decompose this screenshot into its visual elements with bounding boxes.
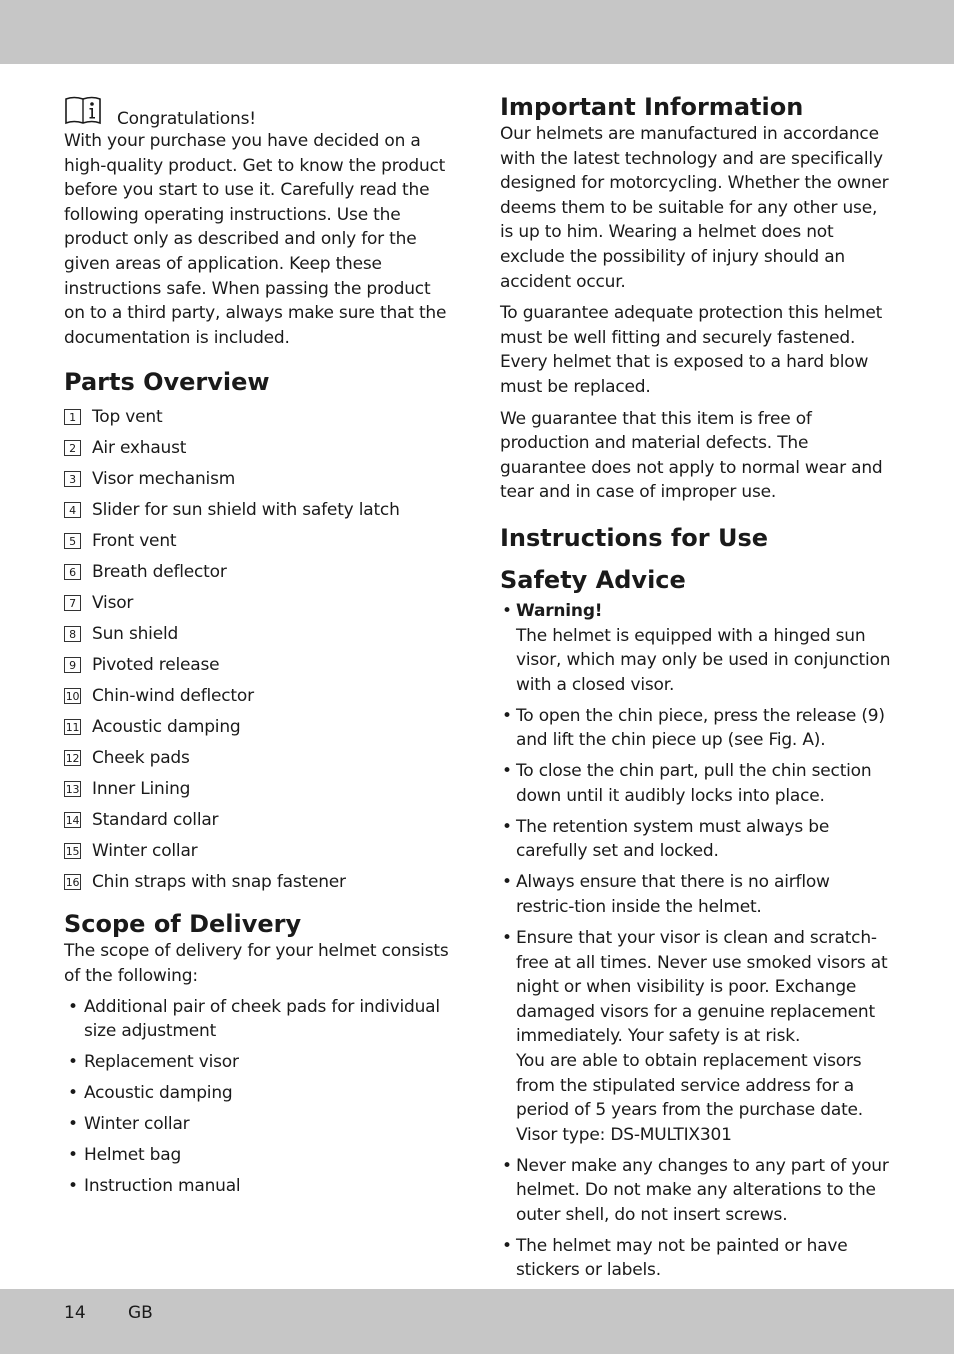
- intro-header: [64, 96, 456, 132]
- parts-list-item: [64, 711, 456, 742]
- bullet-icon: •: [502, 705, 512, 726]
- part-number-box: 12: [65, 751, 80, 765]
- language-code: GB: [128, 1303, 153, 1323]
- parts-list-item: [64, 649, 456, 680]
- bullet-icon: •: [502, 600, 512, 621]
- delivery-item: [64, 995, 456, 1044]
- left-column: [64, 96, 456, 1205]
- safety-warning-item: [500, 599, 892, 697]
- part-label: Winter collar: [92, 840, 198, 861]
- part-number-box: 2: [64, 440, 81, 456]
- part-label: Air exhaust: [92, 437, 187, 458]
- parts-list-item: [64, 463, 456, 494]
- part-number-box: 16: [65, 875, 80, 889]
- delivery-item-text: Instruction manual: [84, 1176, 241, 1197]
- delivery-item-text: Additional pair of cheek pads for individual size adjustment: [84, 996, 440, 1042]
- safety-item: [500, 815, 892, 864]
- bullet-icon: •: [68, 1083, 78, 1104]
- important-heading: Important Information: [500, 93, 804, 121]
- warning-title: Warning!: [516, 600, 603, 621]
- parts-list-item: [64, 556, 456, 587]
- part-label: Top vent: [92, 406, 163, 427]
- part-number-box: 4: [64, 502, 81, 518]
- delivery-item-text: Acoustic damping: [84, 1083, 233, 1104]
- parts-list-item: [64, 742, 456, 773]
- part-label: Cheek pads: [92, 747, 190, 768]
- important-paragraph: We guarantee that this item is free of production and material defects. The guarantee does not apply to normal wear and tear and in case of improper use.: [500, 408, 883, 503]
- parts-list-item: [64, 494, 456, 525]
- bullet-icon: •: [68, 1114, 78, 1135]
- parts-overview-heading: Parts Overview: [64, 368, 270, 397]
- part-number-box: 9: [64, 657, 81, 673]
- bullet-icon: •: [68, 1052, 78, 1073]
- visor-replacement-text: You are able to obtain replacement visors from the stipulated service address for a period of 5 years from the purchase date.: [516, 1050, 863, 1121]
- part-label: Chin-wind deflector: [92, 685, 254, 706]
- parts-list-item: [64, 835, 456, 866]
- part-label: Breath deflector: [92, 561, 227, 582]
- safety-item: [500, 759, 892, 808]
- parts-list-item: [64, 804, 456, 835]
- delivery-item: [64, 1174, 456, 1199]
- delivery-item-text: Helmet bag: [84, 1145, 182, 1166]
- part-label: Pivoted release: [92, 654, 220, 675]
- safety-item-text: The helmet may not be painted or have stickers or labels.: [516, 1235, 848, 1281]
- instructions-heading: Instructions for Use: [500, 523, 769, 552]
- intro-paragraph: With your purchase you have decided on a high-quality product. Get to know the product before you start to use it. Carefully read the following operating instructions. Use the product only as described and only for the given areas of application. Keep these instructions safe. When passing the product on to a third party, always make sure that the documentation is included.: [64, 131, 447, 348]
- part-label: Visor: [92, 592, 134, 613]
- bullet-icon: •: [68, 996, 78, 1017]
- bullet-icon: •: [502, 872, 512, 893]
- safety-heading: Safety Advice: [500, 565, 686, 594]
- part-number-box: 13: [65, 782, 80, 796]
- congratulations-text: Congratulations!: [117, 109, 256, 129]
- safety-item-text: The retention system must always be carefully set and locked.: [516, 816, 830, 862]
- delivery-item: [64, 1050, 456, 1075]
- safety-item: [500, 704, 892, 753]
- delivery-item-text: Winter collar: [84, 1114, 190, 1135]
- parts-list-item: [64, 680, 456, 711]
- part-number-box: 11: [65, 720, 80, 734]
- safety-list: [500, 599, 892, 1283]
- part-label: Visor mechanism: [92, 468, 236, 489]
- delivery-item: [64, 1143, 456, 1168]
- bullet-icon: •: [502, 816, 512, 837]
- important-paragraph: To guarantee adequate protection this helmet must be well fitting and securely fastened. Every helmet that is exposed to a hard blow must be replaced.: [500, 303, 883, 397]
- parts-list-item: [64, 773, 456, 804]
- part-number-box: 1: [64, 409, 81, 425]
- safety-item-text: Never make any changes to any part of your helmet. Do not make any alterations to the outer shell, do not insert screws.: [516, 1155, 889, 1225]
- part-number-box: 10: [65, 689, 80, 703]
- delivery-item: [64, 1112, 456, 1137]
- safety-item-text: To open the chin piece, press the release (9) and lift the chin piece up (see Fig. A).: [516, 705, 885, 751]
- bullet-icon: •: [502, 927, 512, 948]
- bullet-icon: •: [502, 761, 512, 782]
- part-number-box: 14: [65, 813, 80, 827]
- delivery-list: [64, 995, 456, 1199]
- safety-visor-item: [500, 926, 892, 1147]
- parts-list-item: [64, 401, 456, 432]
- part-number-box: 15: [65, 844, 80, 858]
- parts-list-item: [64, 525, 456, 556]
- safety-item: [500, 1234, 892, 1283]
- safety-item: [500, 1154, 892, 1228]
- part-label: Chin straps with snap fastener: [92, 871, 346, 892]
- bullet-icon: •: [68, 1176, 78, 1197]
- parts-list: [64, 401, 456, 897]
- scope-intro: The scope of delivery for your helmet consists of the following:: [64, 941, 449, 986]
- parts-list-item: [64, 618, 456, 649]
- bullet-icon: •: [502, 1155, 512, 1176]
- delivery-item-text: Replacement visor: [84, 1052, 239, 1073]
- safety-item-text: To close the chin part, pull the chin section down until it audibly locks into place.: [516, 761, 872, 806]
- page-number: 14: [64, 1303, 86, 1323]
- part-number-box: 3: [64, 471, 81, 487]
- scope-heading: Scope of Delivery: [64, 910, 302, 939]
- visor-text: Ensure that your visor is clean and scratch-free at all times. Never use smoked visors at night or when visibility is poor. Exchange damaged visors for a genuine replacement immediately. Your safety is at risk.: [516, 927, 888, 1047]
- important-paragraph: Our helmets are manufactured in accordance with the latest technology and are specifically designed for motorcycling. Whether the owner deems them to be suitable for any other use, is up to him. Wearing a helmet does not exclude the possibility of injury should an accident occur.: [500, 124, 889, 292]
- right-column: [500, 92, 892, 1289]
- warning-text: The helmet is equipped with a hinged sun visor, which may only be used in conjunction with a closed visor.: [516, 625, 891, 695]
- bullet-icon: •: [502, 1235, 512, 1256]
- part-label: Acoustic damping: [92, 716, 241, 737]
- delivery-item: [64, 1081, 456, 1106]
- part-number-box: 6: [64, 564, 81, 580]
- part-label: Front vent: [92, 530, 177, 551]
- safety-item-text: Always ensure that there is no airflow restric-tion inside the helmet.: [516, 872, 830, 917]
- part-label: Slider for sun shield with safety latch: [92, 499, 400, 520]
- bullet-icon: •: [68, 1145, 78, 1166]
- parts-list-item: [64, 587, 456, 618]
- part-label: Sun shield: [92, 623, 179, 644]
- parts-list-item: [64, 866, 456, 897]
- header-band: [0, 0, 954, 64]
- part-number-box: 5: [64, 533, 81, 549]
- info-book-icon: [64, 96, 102, 126]
- part-number-box: 8: [64, 626, 81, 642]
- part-label: Inner Lining: [92, 778, 191, 799]
- safety-item: [500, 870, 892, 919]
- part-label: Standard collar: [92, 809, 219, 830]
- visor-type-text: Visor type: DS-MULTIX301: [516, 1124, 732, 1145]
- parts-list-item: [64, 432, 456, 463]
- part-number-box: 7: [64, 595, 81, 611]
